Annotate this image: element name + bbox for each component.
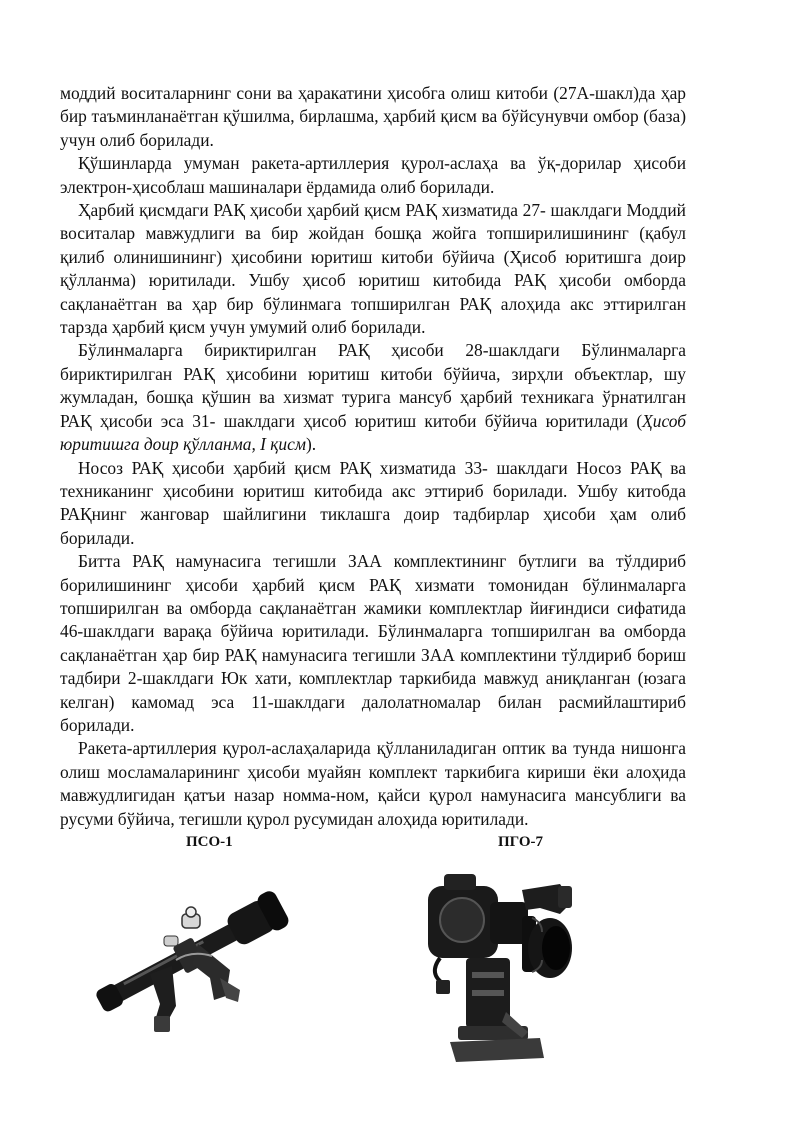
paragraph-p4 (60, 457, 686, 551)
paragraph-p3 (60, 339, 686, 456)
paragraph-text: Қўшинларда умуман ракета-артиллерия қурол-аслаҳа ва ўқ-дорилар ҳисоби электрон-ҳисоблаш машиналари ёрдамида олиб борилади. (60, 153, 686, 197)
paragraph-text: ). (305, 434, 317, 455)
paragraph-text: Бўлинмаларга бириктирилган РАҚ ҳисоби 28-шаклдаги Бўлинмаларга бириктирилган РАҚ ҳисобини юритиш китоби бўйича, зирҳли объектлар, шу жумладан, бошқа қўшин ва хизмат турига мансуб ҳарбий техникага ўрнатилган РАҚ ҳисоби эса 31- шаклдаги ҳисоб юритиш китоби бўйича юритилади ( (60, 340, 686, 431)
paragraph-text: Носоз РАҚ ҳисоби ҳарбий қисм РАҚ хизматида 33- шаклдаги Носоз РАҚ ва техниканинг ҳисобини юритиш китобида акс эттириб борилади. Ушбу китобда РАҚнинг жанговар шайлигини тиклашга доир тадбирлар ҳисоби ҳам олиб борилади. (60, 457, 686, 548)
paragraph-p6 (60, 737, 686, 831)
paragraph-p0 (60, 82, 686, 152)
italic-reference: Ҳисоб юритишга доир қўлланма, I қисм (60, 410, 686, 455)
document-body (60, 82, 686, 831)
paragraph-text: Ракета-артиллерия қурол-аслаҳаларида қўлланиладиган оптик ва тунда нишонга олиш мосламаларининг ҳисоби муайян комплект таркибига кириши ёки алоҳида мавжудлигидан қатъи назар номма-ном, қайси қурол намунасига мансублиги ва русуми бўйича, тегишли қурол русумидан алоҳида юритилади. (60, 738, 686, 829)
paragraph-p1 (60, 152, 686, 199)
paragraph-text: Битта РАҚ намунасига тегишли ЗАА комплектининг бутлиги ва тўлдириб борилишининг ҳисоби ҳарбий қисм РАҚ хизмати томонидан бўлинмаларга топширилган ва омборда сақланаётган жамики комплектлар йиғиндиси сифатида 46-шаклдаги варақа бўйича юритилади. Бўлинмаларга топширилган ва омборда сақланаётган ҳар бир РАҚ намунасига тегишли ЗАА комплектини тўлдириб бориш тадбири 2-шаклдаги Юк хати, комплектлар таркибида мавжуд аниқланган (юзага келган) камомад эса 11-шаклдаги далолатномалар билан расмийлаштириб борилади. (60, 551, 686, 735)
figures-row (0, 828, 800, 1128)
figure-caption-pso1: ПСО-1 (186, 834, 233, 850)
paragraph-text: моддий воситаларнинг сони ва ҳаракатини ҳисобга олиш китоби (27А-шакл)да ҳар бир таъминланаётган қўшилма, бирлашма, ҳарбий қисм ва бўйсунувчи омбор (база) учун олиб борилади. (60, 83, 686, 150)
pso1-scope-image (80, 878, 310, 1038)
figure-caption-pgo7: ПГО-7 (498, 834, 543, 850)
paragraph-p5 (60, 550, 686, 737)
paragraph-p2 (60, 199, 686, 339)
pgo7-sight-image (410, 862, 590, 1072)
paragraph-text: Ҳарбий қисмдаги РАҚ ҳисоби ҳарбий қисм РАҚ хизматида 27- шаклдаги Моддий воситалар мавжудлиги ва бир жойдан бошқа жойга топширилишининг (қабул қилиб олинишининг) ҳисобини юритиш китоби бўйича (Ҳисоб юритишга доир қўлланма) юритилади. Ушбу ҳисоб юритиш китобида РАҚ ҳисоби омборда сақланаётган ва ҳар бир бўлинмага топширилган РАҚ алоҳида акс эттирилган тарзда ҳарбий қисм учун умумий олиб борилади. (60, 200, 686, 338)
